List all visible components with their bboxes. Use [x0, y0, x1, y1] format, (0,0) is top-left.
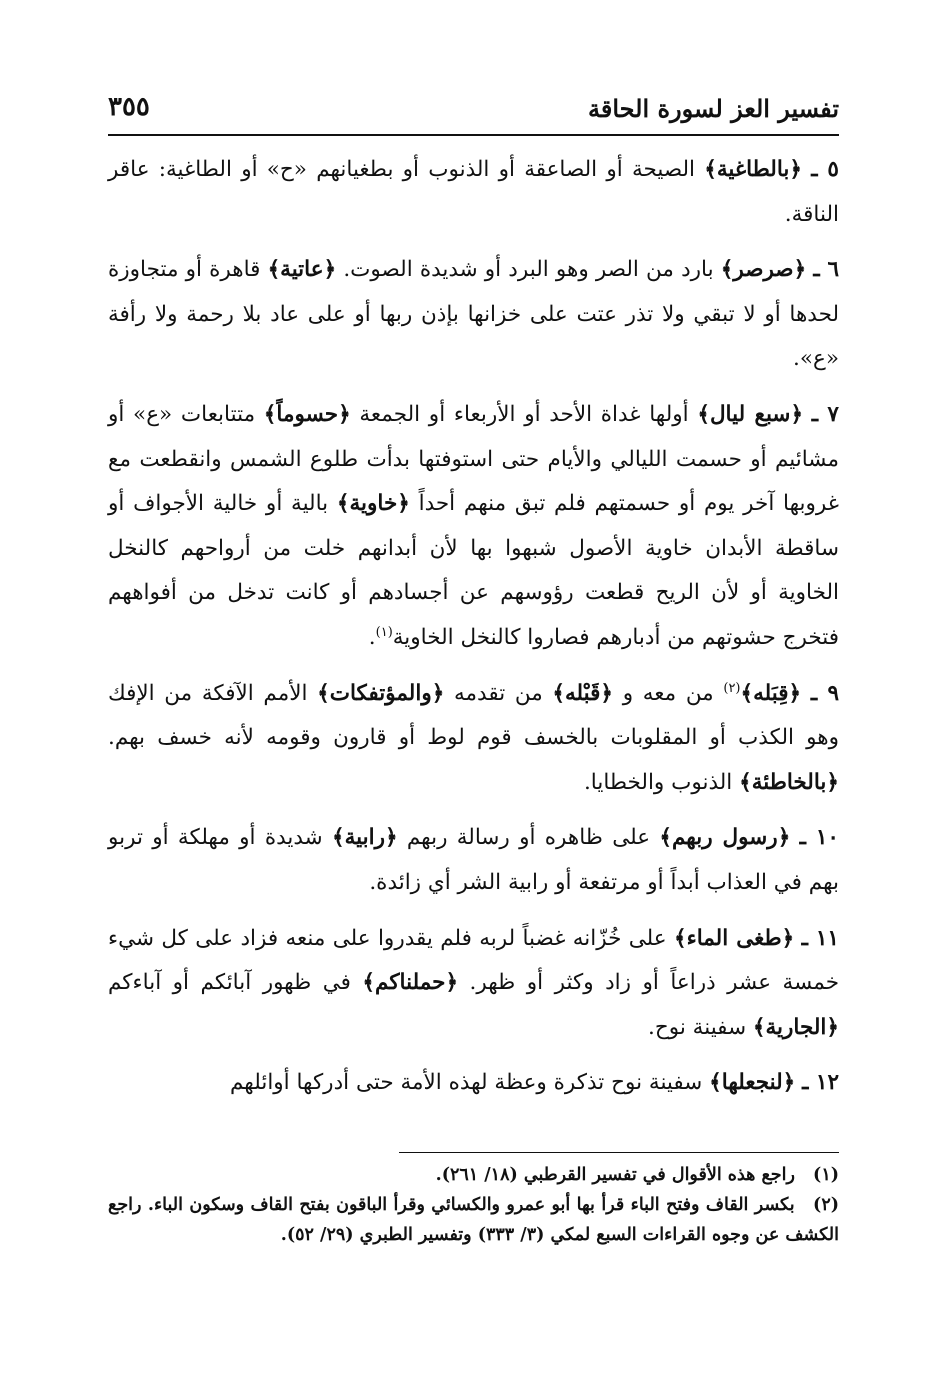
footnotes [108, 1160, 839, 1250]
footnote-reference: (١) [375, 624, 393, 640]
paragraph-10 [108, 816, 839, 905]
quran-term: ﴿ صرصر ﴾ [721, 257, 806, 282]
header-divider [108, 134, 839, 136]
commentary-text: بالية أو خالية الأجواف أو ساقطة الأبدان خاوية الأصول شبهوا بها لأن أبدانهم خلت من أرواحهم كالنخل الخاوية أو لأن الريح قطعت رؤوسهم عن أجسادهم أو كانت تدخل من أفواههم فتخرج حشوتهم من أدبارهم فصاروا كالنخل الخاوية [108, 491, 839, 650]
quran-term: ﴿ بالخاطئة ﴾ [739, 770, 839, 795]
quran-term: ﴿ حملناكم ﴾ [362, 970, 458, 995]
quran-term: ﴿ لنجعلها ﴾ [709, 1070, 795, 1095]
page-number: ٣٥٥ [108, 92, 150, 122]
footnote-2 [108, 1190, 839, 1250]
footnote-number: (١) [813, 1165, 839, 1185]
quran-term: ﴿ طغى الماء ﴾ [674, 926, 794, 951]
verse-number: ٩ ـ [810, 680, 839, 706]
quran-term: ﴿ قِبَله ﴾ [741, 681, 802, 706]
commentary-text: من تقدمه [444, 680, 553, 706]
quran-term: ﴿ سبع ليال ﴾ [697, 402, 803, 427]
verse-number: ٥ ـ [811, 157, 839, 182]
commentary-text: . [368, 624, 376, 650]
quran-term: ﴿ عاتية ﴾ [268, 257, 337, 282]
commentary-text: في ظهور آبائكم أو آباءكم [108, 970, 363, 996]
paragraph-11 [108, 917, 839, 1051]
commentary-text: من معه و [613, 680, 724, 706]
verse-number: ١٠ ـ [799, 825, 839, 851]
commentary-text: بارد من الصر وهو البرد أو شديدة الصوت. [336, 257, 721, 283]
paragraph-12 [108, 1061, 839, 1106]
commentary-text: قاهرة أو متجاوزة لحدها أو لا تبقي ولا تذر عتت على خزانها بإذن ربها أو على عاد بلا رحمة ولا رأفة «ع». [108, 257, 839, 372]
paragraph-6 [108, 248, 839, 382]
quran-term: ﴿ بالطاغية ﴾ [704, 157, 802, 182]
verse-number: ١١ ـ [801, 925, 839, 951]
footnote-reference: (٢) [723, 680, 741, 696]
header-title: تفسير العز لسورة الحاقة [588, 94, 839, 123]
paragraph-9 [108, 672, 839, 806]
footnote-number: (٢) [813, 1195, 839, 1215]
commentary-text: على خُزّانه غضباً لربه فلم يقدروا على منعه فزاد على كل شيء خمسة عشر ذراعاً أو زاد وكثر أو ظهر. [108, 925, 839, 996]
commentary-text: أولها غداة الأحد أو الأربعاء أو الجمعة [350, 401, 698, 427]
quran-term: ﴿ قَبْله ﴾ [552, 681, 613, 706]
commentary-text: على ظاهره أو رسالة ربهم [397, 825, 660, 851]
quran-term: ﴿ الجارية ﴾ [753, 1015, 839, 1040]
quran-term: ﴿ رابية ﴾ [332, 825, 398, 850]
quran-term: ﴿ حسوماً ﴾ [264, 402, 351, 427]
commentary-text: سفينة نوح. [648, 1014, 753, 1040]
quran-term: ﴿ رسول ربهم ﴾ [659, 825, 790, 850]
footnote-text: بكسر القاف وفتح الباء قرأ بها أبو عمرو والكسائي وقرأ الباقون بفتح القاف وسكون الباء. راجع الكشف عن وجوه القراءات السبع لمكي (٣/ ٣٣٣) وتفسير الطبري (٢٩/ ٥٢). [108, 1195, 839, 1245]
running-header [108, 88, 839, 136]
paragraph-5 [108, 148, 839, 237]
commentary-text: متتابعات «ع» أو مشائيم أو حسمت الليالي والأيام حتى استوفتها بدأت طلوع الشمس وانقطعت مع غروبها آخر يوم أو حسمتهم فلم تبق منهم أحداً [108, 401, 839, 517]
footnote-1 [108, 1160, 839, 1190]
paragraph-7 [108, 393, 839, 661]
verse-number: ٦ ـ [813, 257, 840, 283]
quran-term: ﴿ والمؤتفكات ﴾ [317, 681, 444, 706]
main-text [108, 148, 839, 1117]
commentary-text: سفينة نوح تذكرة وعظة لهذه الأمة حتى أدركها أوائلهم [230, 1070, 710, 1096]
commentary-text: الأمم الآفكة من الإفك وهو الكذب أو المقلوبات بالخسف قوم لوط أو قارون وقومه لأنه خسف بهم. [108, 680, 839, 751]
commentary-text: شديدة أو مهلكة أو تربو بهم في العذاب أبداً أو مرتفعة أو رابية الشر أي زائدة. [108, 825, 839, 895]
verse-number: ١٢ ـ [802, 1070, 839, 1096]
footnote-divider [399, 1152, 839, 1153]
footnote-text: راجع هذه الأقوال في تفسير القرطبي (١٨/ ٢٦١). [435, 1165, 795, 1185]
verse-number: ٧ ـ [811, 401, 839, 427]
commentary-text: الذنوب والخطايا. [583, 769, 740, 795]
quran-term: ﴿ خاوية ﴾ [337, 491, 410, 516]
commentary-text: الصيحة أو الصاعقة أو الذنوب أو بطغيانهم «ح» أو الطاغية: عاقر الناقة. [108, 157, 839, 227]
